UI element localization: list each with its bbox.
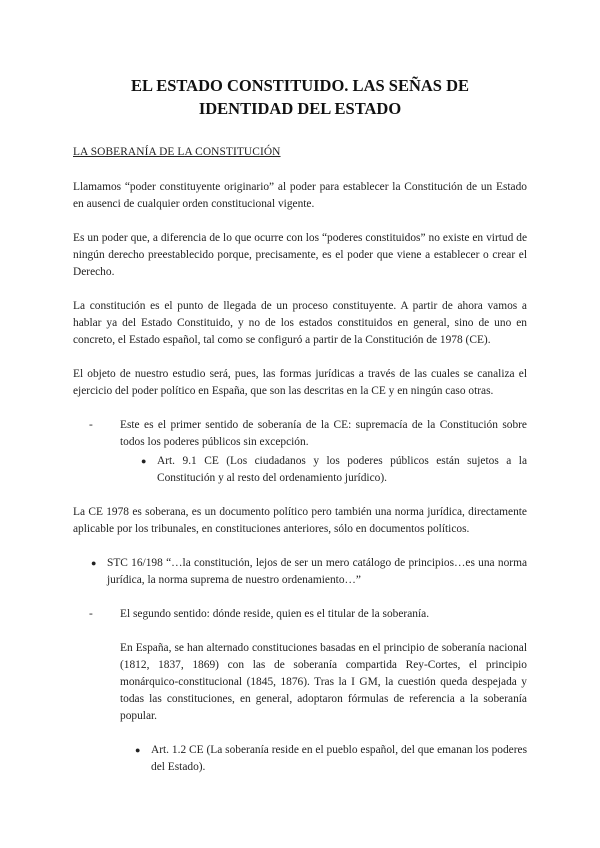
bullet-marker: ● [135, 745, 141, 755]
paragraph-2: Es un poder que, a diferencia de lo que ocurre con los “poderes constituidos” no existe en virtud de ningún derecho preestablecido porque, precisamente, es el poder que viene a establecer o crear el Derecho. [73, 232, 527, 278]
paragraph-3: La constitución es el punto de llegada de un proceso constituyente. A partir de ahora vamos a hablar ya del Estado Constituido, y no de los estados constituidos en general, sino de uno en concreto, el Estado español, tal como se configuró a partir de la Constitución de 1978 (CE). [73, 300, 527, 346]
indented-paragraph: En España, se han alternado constituciones basadas en el principio de soberanía nacional (1812, 1837, 1869) con las de soberanía compartida Rey-Cortes, el principio monárquico-constitucional (1845, 1876). Tras la I GM, la cuestión queda despejada y todas las constituciones, en general, adoptaron fórmulas de referencia a la soberanía popular. [120, 642, 527, 722]
list-item-art-9-1 [141, 453, 527, 487]
title-line-1: EL ESTADO CONSTITUIDO. LAS SEÑAS DE [130, 76, 470, 95]
paragraph-4: El objeto de nuestro estudio será, pues, las formas jurídicas a través de las cuales se canaliza el ejercicio del poder político en España, que son las descritas en la CE y en ningún caso otras. [73, 368, 527, 397]
list-item-first-sense [89, 417, 527, 451]
list-item-second-sense [89, 606, 527, 623]
bullet-marker: ● [91, 558, 97, 568]
section-heading: LA SOBERANÍA DE LA CONSTITUCIÓN [73, 146, 281, 158]
list-item-text: STC 16/198 “…la constitución, lejos de ser un mero catálogo de principios…es una norma jurídica, la norma suprema de nuestro ordenamiento…” [107, 557, 527, 586]
bullet-marker: ● [141, 456, 147, 466]
list-item-text: Art. 1.2 CE (La soberanía reside en el pueblo español, del que emanan los poderes del Estado). [151, 744, 527, 773]
paragraph-5: La CE 1978 es soberana, es un documento político pero también una norma jurídica, directamente aplicable por los tribunales, en constituciones anteriores, sólo en documentos políticos. [73, 506, 527, 535]
document-title [93, 74, 507, 120]
title-line-2: IDENTIDAD DEL ESTADO [198, 99, 402, 118]
list-item-text: Este es el primer sentido de soberanía de la CE: supremacía de la Constitución sobre todos los poderes públicos sin excepción. [120, 419, 527, 448]
list-item-text: Art. 9.1 CE (Los ciudadanos y los poderes públicos están sujetos a la Constitución y al resto del ordenamiento jurídico). [157, 455, 527, 484]
dash-marker: - [89, 419, 93, 431]
list-item-text: El segundo sentido: dónde reside, quien es el titular de la soberanía. [120, 608, 430, 620]
list-item-art-1-2 [135, 742, 527, 776]
paragraph-1: Llamamos “poder constituyente originario” al poder para establecer la Constitución de un Estado en ausenci de cualquier orden constitucional vigente. [73, 181, 527, 210]
dash-marker: - [89, 608, 93, 620]
list-item-stc [91, 555, 527, 589]
